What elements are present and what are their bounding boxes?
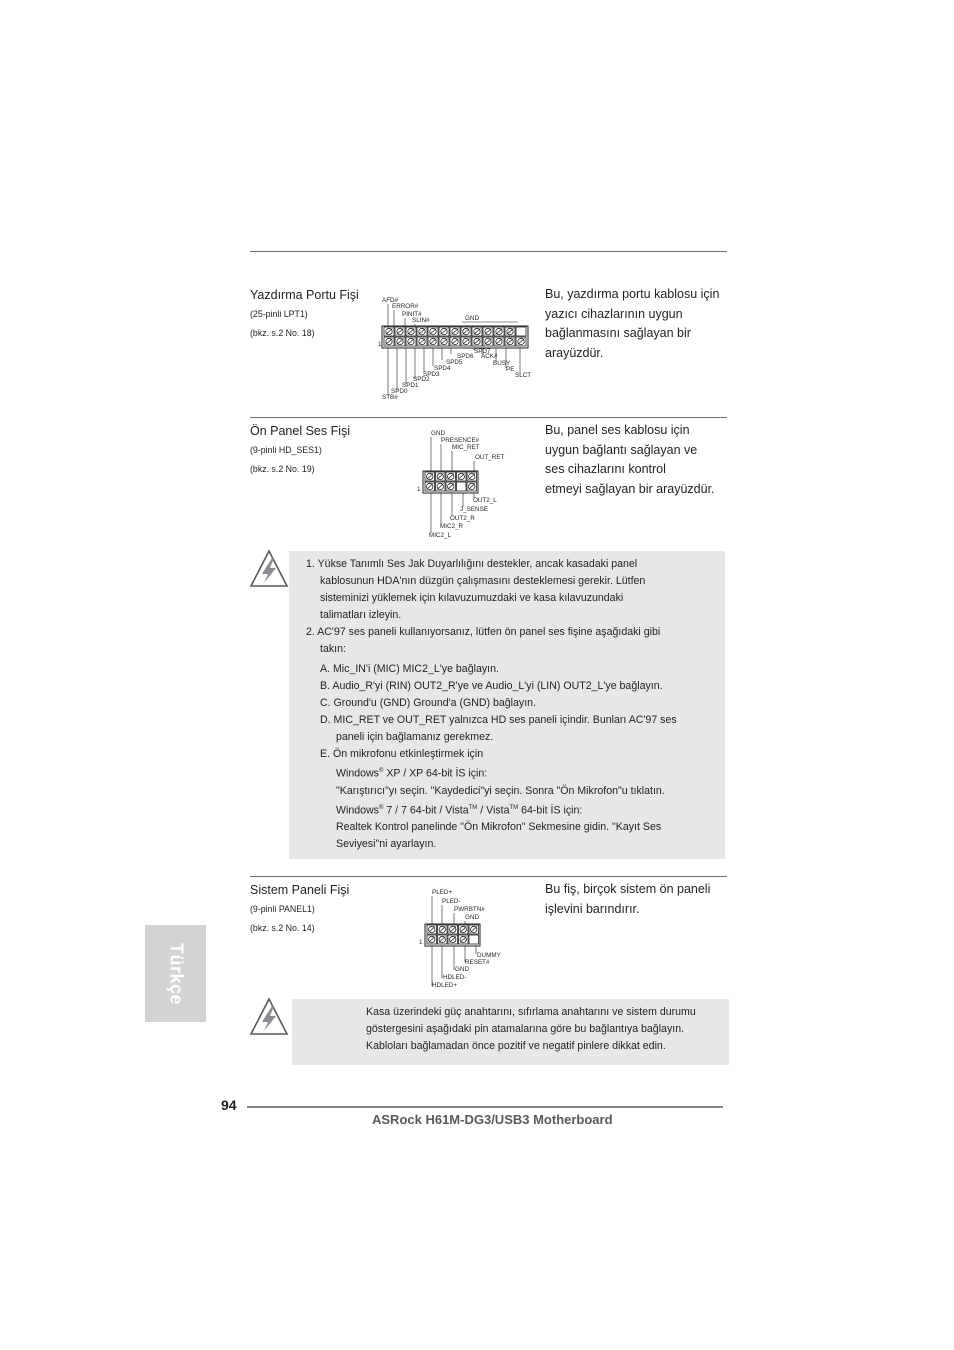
- lpt-pin-label: STB#: [382, 394, 398, 401]
- lpt-pin1-label: 1: [378, 341, 382, 348]
- lpt-title: Yazdırma Portu Fişi: [250, 288, 359, 302]
- note-line: sisteminizi yüklemek için kılavuzumuzdaki ve kasa kılavuzundaki: [320, 592, 624, 604]
- audio-desc-line: ses cihazlarını kontrol: [545, 462, 666, 476]
- note-line: Kasa üzerindeki güç anahtarını, sıfırlama anahtarını ve sistem durumu: [366, 1006, 696, 1018]
- sub-item: B. Audio_R'yi (RIN) OUT2_R'ye ve Audio_L'yi (LIN) OUT2_L'ye bağlayın.: [320, 680, 663, 692]
- panel-ref: (bkz. s.2 No. 14): [250, 923, 315, 933]
- sub-item: A. Mic_IN'i (MIC) MIC2_L'ye bağlayın.: [320, 663, 499, 675]
- panel-pin-label: GND: [455, 966, 469, 973]
- note1-subitems: [320, 661, 716, 853]
- note1-item: [306, 624, 716, 658]
- section-divider: [250, 417, 727, 418]
- footer-title: ASRock H61M-DG3/USB3 Motherboard: [372, 1112, 613, 1127]
- note1-body: [306, 556, 716, 853]
- panel-pin-label: PLED+: [432, 889, 453, 896]
- audio-desc-line: Bu, panel ses kablosu için: [545, 423, 690, 437]
- lpt-pins-label: (25-pinli LPT1): [250, 309, 308, 319]
- lpt-desc-line: bağlanmasını sağlayan bir: [545, 326, 691, 340]
- top-rule: [250, 251, 727, 252]
- lpt-pin-label: ERROR#: [392, 303, 419, 310]
- panel-desc-line: Bu fiş, birçok sistem ön paneli: [545, 882, 711, 896]
- lpt-desc-line: arayüzdür.: [545, 345, 604, 360]
- note1-item: [306, 556, 716, 624]
- note-line: Yükse Tanımlı Ses Jak Duyarlılığını destekler, ancak kasadaki panel: [317, 558, 638, 570]
- audio-pin-label: MIC2_R: [440, 523, 464, 530]
- item-number: 1.: [306, 558, 315, 570]
- audio-pin-label: OUT_RET: [475, 454, 505, 461]
- lpt-pin-label: PE: [506, 366, 515, 373]
- note-line: takın:: [320, 643, 346, 655]
- note-line: Kabloları bağlamadan önce pozitif ve negatif pinlere dikkat edin.: [366, 1040, 666, 1052]
- lpt-pin-label: AFD#: [382, 297, 399, 304]
- audio-pin-diagram: [414, 426, 514, 542]
- lpt-pin-label: PINIT#: [402, 311, 422, 318]
- sub-item: E. Ön mikrofonu etkinleştirmek için: [320, 748, 484, 760]
- panel-pin-label: PWRBTN#: [454, 906, 485, 913]
- audio-desc-line: uygun bağlantı sağlayan ve: [545, 442, 698, 457]
- note-line: göstergesini aşağıdaki pin atamalarına göre bu bağlantıya bağlayın.: [366, 1023, 685, 1035]
- panel-pin-label: GND: [465, 914, 479, 921]
- audio-pin-label: MIC_RET: [452, 444, 480, 451]
- section-divider: [250, 876, 727, 877]
- lpt-pin-label: SLIN#: [412, 317, 430, 324]
- audio-description: [545, 421, 715, 499]
- note-line: talimatları izleyin.: [320, 609, 402, 621]
- lpt-pin-label: GND: [465, 315, 479, 322]
- lpt-pin-diagram: [378, 292, 538, 404]
- sub-item-e-detail: Windows® XP / XP 64-bit İS için: "Karıştırıcı"yı seçin. "Kaydedici"yi seçin. Sonra "Ön Mikrofon"u tıklatın. Windows® 7 / 7 64-bit / Vista™ / Vista™ 64-bit İS için: Realtek Kontrol panelinde "Ön Mikrofon" Sekmesine gidin. "Kayıt Ses Seviyesi"ni ayarlayın.: [336, 767, 665, 851]
- audio-pin-label: OUT2_R: [450, 515, 475, 522]
- warning-icon: [249, 997, 289, 1037]
- lpt-pin-label: SPD5: [446, 359, 463, 366]
- panel-title: Sistem Paneli Fişi: [250, 883, 350, 897]
- audio-pin-label: J_SENSE: [460, 506, 488, 513]
- footer-rule: [247, 1106, 723, 1108]
- audio-pin-label: GND: [431, 430, 445, 437]
- panel-pin-label: RESET#: [465, 959, 490, 966]
- lpt-pin-label: SPD7: [474, 348, 491, 355]
- note2-body: [366, 1004, 726, 1055]
- panel-description: [545, 880, 710, 919]
- note-line: kablosunun HDA'nın düzgün çalışmasını desteklemesi gerekir. Lütfen: [320, 575, 646, 587]
- audio-ref: (bkz. s.2 No. 19): [250, 464, 315, 474]
- lpt-pin-label: SPD3: [423, 371, 440, 378]
- lpt-pin-label: SPD1: [402, 382, 419, 389]
- panel-pin-label: DUMMY: [477, 952, 501, 959]
- audio-desc-line: etmeyi sağlayan bir arayüzdür.: [545, 481, 715, 496]
- lpt-pin-label: SLCT: [515, 372, 532, 379]
- panel-pin-label: HDLED-: [443, 974, 467, 981]
- audio-pin-label: PRESENCE#: [441, 437, 480, 444]
- panel-pins-label: (9-pinli PANEL1): [250, 904, 315, 914]
- audio-title: Ön Panel Ses Fişi: [250, 424, 351, 438]
- lpt-ref: (bkz. s.2 No. 18): [250, 328, 315, 338]
- lpt-pin-label: BUSY: [493, 360, 511, 367]
- audio-pins-label: (9-pinli HD_SES1): [250, 445, 322, 455]
- sub-item: D. MIC_RET ve OUT_RET yalnızca HD ses paneli içindir. Bunları AC'97 ses paneli için bağlamanız gerekmez.: [320, 714, 677, 743]
- note-line: AC'97 ses paneli kullanıyorsanız, lütfen ön panel ses fişine aşağıdaki gibi: [317, 626, 661, 638]
- panel-pin-diagram: [418, 884, 508, 992]
- lpt-pin-label: SPD6: [457, 353, 474, 360]
- page-number: 94: [221, 1097, 237, 1113]
- lpt-desc-line: Bu, yazdırma portu kablosu için: [545, 287, 720, 301]
- panel-pin-label: PLED-: [442, 898, 461, 905]
- lpt-pin-label: ACK#: [481, 353, 498, 360]
- lpt-pin-label: SPD0: [391, 388, 408, 395]
- panel-desc-line: işlevini barındırır.: [545, 901, 640, 916]
- lpt-pin-label: SPD2: [413, 376, 430, 383]
- audio-pin-label: MIC2_L: [429, 532, 452, 539]
- sub-item: C. Ground'u (GND) Ground'a (GND) bağlayın.: [320, 697, 537, 709]
- language-tab: [145, 925, 206, 1022]
- lpt-desc-line: yazıcı cihazlarının uygun: [545, 306, 683, 321]
- warning-icon: [249, 549, 289, 589]
- audio-pin-label: OUT2_L: [473, 497, 497, 504]
- panel-pin-label: HDLED+: [432, 982, 458, 989]
- item-number: 2.: [306, 626, 315, 638]
- panel-pin1-label: 1: [419, 939, 423, 946]
- audio-pin1-label: 1: [417, 486, 421, 493]
- language-tab-label: Türkçe: [166, 942, 186, 1005]
- lpt-pin-label: SPD4: [434, 365, 451, 372]
- lpt-description: [545, 285, 719, 363]
